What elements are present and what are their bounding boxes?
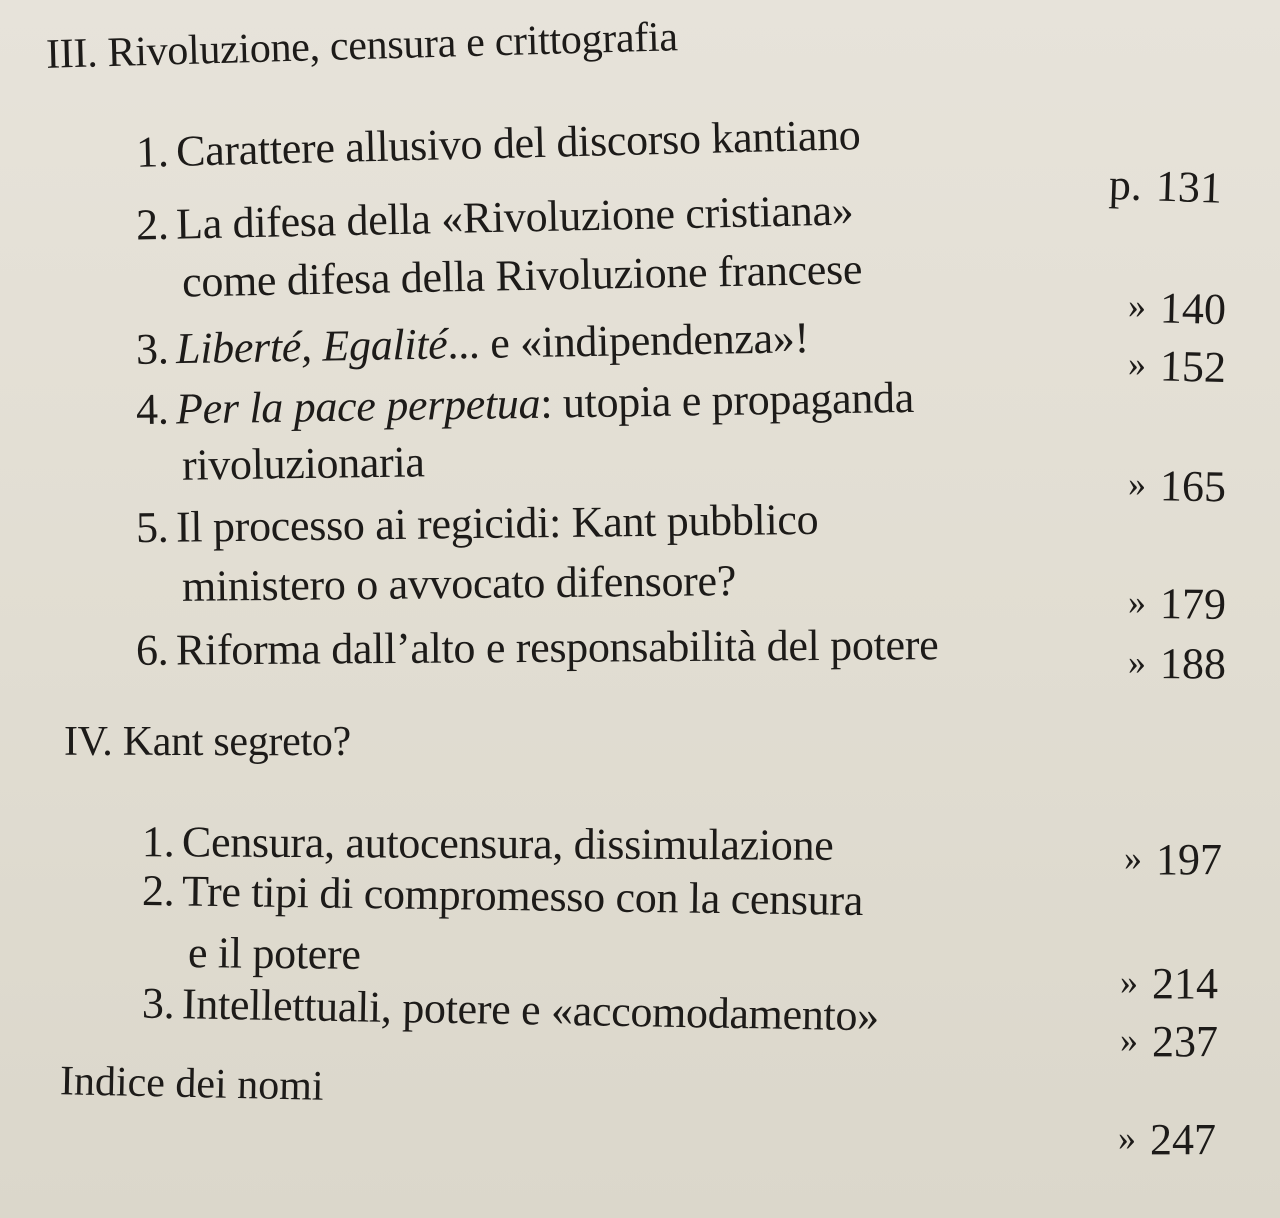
page-ref-152	[1065, 338, 1226, 393]
page-number: 165	[1159, 461, 1227, 512]
entry-title-italic: Liberté, Egalité	[175, 319, 448, 374]
page-prefix: »	[1118, 1118, 1136, 1158]
toc-entry-iv-3	[142, 978, 880, 1042]
toc-entry-iii-4-cont	[182, 436, 425, 490]
page-prefix: »	[1127, 343, 1147, 384]
entry-number: 6.	[135, 625, 169, 675]
entry-number: 3.	[141, 978, 175, 1029]
entry-number: 2.	[135, 199, 169, 250]
toc-entry-iii-6	[136, 619, 939, 676]
page-prefix: »	[1127, 463, 1147, 504]
page-prefix: »	[1120, 962, 1138, 1002]
entry-title-line2: e il potere	[187, 928, 361, 979]
section-heading-iv: IV. Kant segreto?	[64, 719, 351, 765]
page-prefix: »	[1124, 838, 1142, 878]
entry-title-line1: Il processo ai regicidi: Kant pubblico	[175, 494, 819, 552]
toc-entry-iv-2	[142, 865, 864, 926]
entry-number: 1.	[135, 127, 170, 177]
page-number: 237	[1152, 1017, 1218, 1066]
toc-entry-iii-2-cont	[182, 243, 863, 307]
entry-title: Riforma dall’alto e responsabilità del potere	[175, 620, 939, 675]
page-prefix: »	[1120, 1020, 1138, 1060]
page-ref-197	[1062, 834, 1222, 885]
toc-entry-iii-4	[136, 372, 915, 435]
toc-entry-iii-3	[136, 312, 810, 375]
page-number: 131	[1155, 161, 1223, 213]
entry-number: 5.	[135, 502, 169, 553]
page-ref-247	[1056, 1114, 1216, 1165]
page-number: 197	[1156, 835, 1222, 884]
entry-number: 1.	[141, 817, 175, 867]
page-number: 214	[1152, 959, 1218, 1008]
toc-entry-iv-2-cont	[188, 927, 361, 980]
page-ref-214	[1058, 958, 1218, 1009]
entry-title: Censura, autocensura, dissimulazione	[181, 817, 834, 870]
entry-title-line1: La difesa della «Rivoluzione cristiana»	[175, 185, 854, 249]
entry-number: 3.	[135, 324, 169, 374]
section-heading-iii: III. Rivoluzione, censura e crittografia	[45, 14, 679, 78]
page-number: 188	[1159, 639, 1227, 689]
toc-entry-iii-2	[136, 184, 854, 250]
page-number: 247	[1150, 1115, 1216, 1164]
entry-title: Intellettuali, potere e «accomodamento»	[181, 979, 880, 1041]
toc-entry-index-of-names: Indice dei nomi	[59, 1058, 325, 1110]
toc-entry-iii-5-cont	[182, 555, 736, 612]
page-ref-140	[1065, 280, 1226, 335]
page-prefix: p.	[1108, 159, 1143, 210]
page-ref-165	[1066, 459, 1227, 513]
page-ref-188	[1066, 637, 1226, 689]
toc-entry-iii-5	[136, 494, 819, 553]
page-ref-179	[1066, 577, 1227, 630]
page-ref-131	[1061, 157, 1223, 214]
page-number: 140	[1159, 283, 1227, 335]
page-prefix: »	[1127, 641, 1147, 682]
page-prefix: »	[1127, 285, 1147, 326]
entry-title-line2: ministero o avvocato difensore?	[181, 556, 737, 611]
entry-number: 4.	[135, 384, 169, 435]
page-prefix: »	[1127, 581, 1147, 622]
entry-title-line2: rivoluzionaria	[181, 437, 425, 490]
page-number: 152	[1159, 341, 1227, 393]
toc-entry-iv-1	[142, 816, 834, 871]
entry-title: Carattere allusivo del discorso kantiano	[175, 110, 861, 176]
page-number: 179	[1159, 579, 1227, 629]
entry-title-rest: : utopia e propaganda	[539, 372, 915, 428]
toc-entry-iii-1	[135, 109, 860, 178]
entry-title-line2: come difesa della Rivoluzione francese	[181, 244, 863, 307]
entry-title-line1: Tre tipi di compromesso con la censura	[181, 866, 864, 926]
entry-number: 2.	[141, 865, 175, 916]
page-ref-237	[1058, 1016, 1218, 1067]
entry-title-rest: ... e «indipendenza»!	[446, 313, 810, 369]
entry-title-italic: Per la pace perpetua	[175, 378, 541, 434]
